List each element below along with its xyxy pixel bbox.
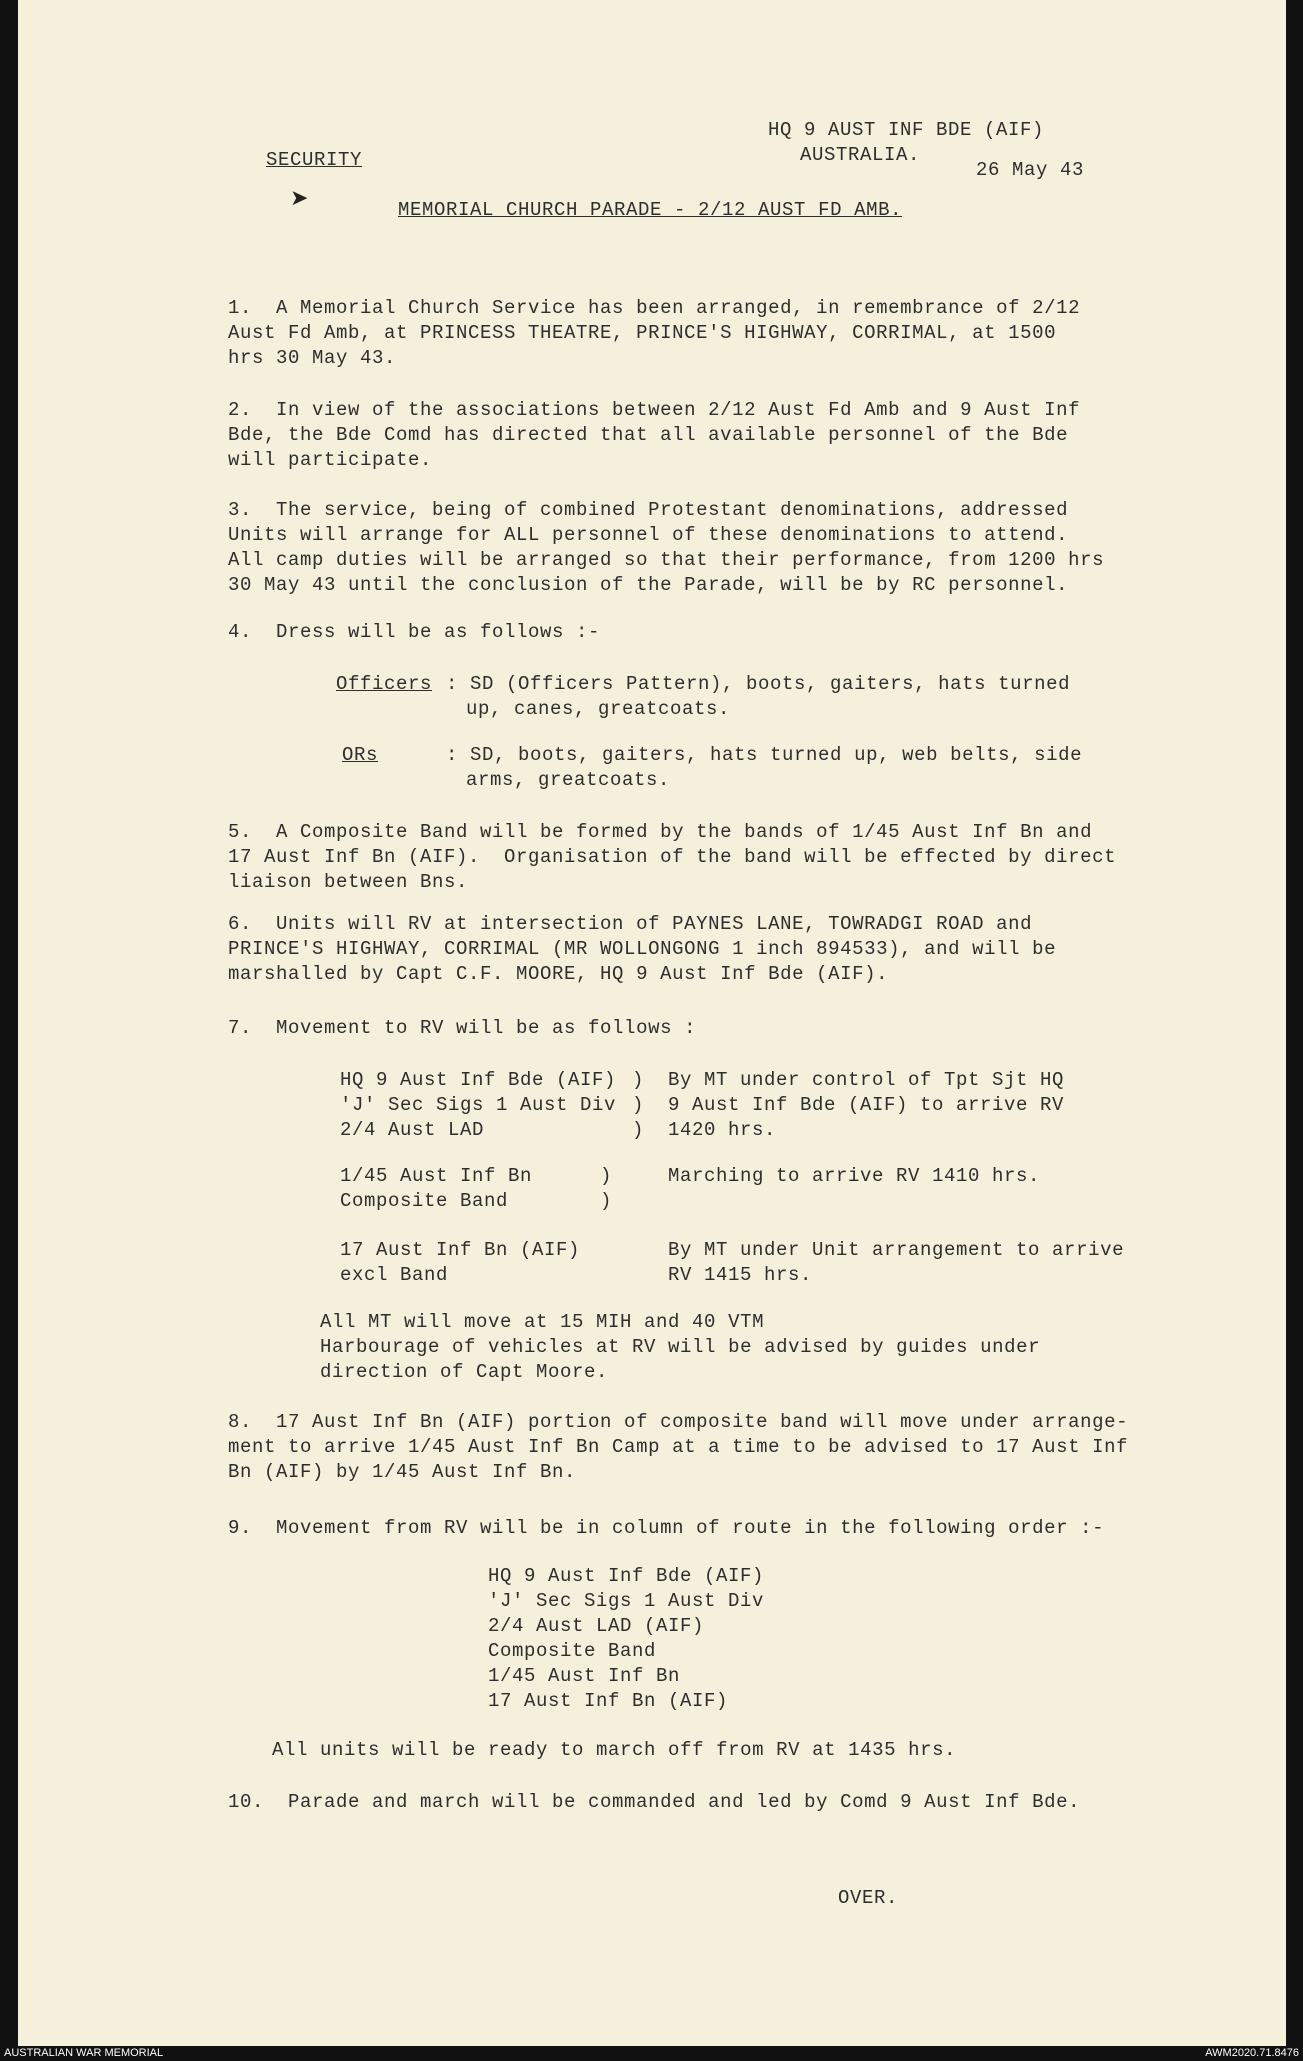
paragraph-5: 5. A Composite Band will be formed by the bands of 1/45 Aust Inf Bn and 17 Aust Inf Bn (AIF). Organisation of the band will be effected by direct liaison between Bns. <box>228 821 1117 893</box>
paragraph-2: 2. In view of the associations between 2/12 Aust Fd Amb and 9 Aust Inf Bde, the Bde Comd has directed that all available personnel of the Bde will participate. <box>228 399 1081 471</box>
paragraph-10: 10. Parade and march will be commanded and led by Comd 9 Aust Inf Bde. <box>228 1791 1081 1813</box>
paragraph-8: 8. 17 Aust Inf Bn (AIF) portion of composite band will move under arrange- ment to arrive 1/45 Aust Inf Bn Camp at a time to be advised to 17 Aust Inf Bn (AIF) by 1/45 Aust Inf Bn. <box>228 1411 1129 1483</box>
hq-heading: HQ 9 AUST INF BDE (AIF) <box>768 119 1045 141</box>
movement-group-1-bracket: ) ) ) <box>632 1069 645 1141</box>
security-label: SECURITY <box>266 149 363 171</box>
paragraph-3: 3. The service, being of combined Protestant denominations, addressed Units will arrange for ALL personnel of these denominations to attend. All camp duties will be arranged so that their performance, from 1200 hrs 30 May 43 until the conclusion of the Parade, will be by RC personnel. <box>228 499 1105 596</box>
movement-group-2-units: 1/45 Aust Inf Bn Composite Band <box>340 1165 533 1212</box>
paragraph-9: 9. Movement from RV will be in column of route in the following order :- <box>228 1517 1105 1539</box>
footer-accession-number: AWM2020.71.8476 <box>1205 2047 1299 2059</box>
archive-footer <box>0 2046 1303 2061</box>
list-item: 'J' Sec Sigs 1 Aust Div <box>488 1590 765 1612</box>
paragraph-7: 7. Movement to RV will be as follows : <box>228 1017 697 1039</box>
mt-note: All MT will move at 15 MIH and 40 VTM Harbourage of vehicles at RV will be advised by guides under direction of Capt Moore. <box>320 1311 1041 1383</box>
dress-officers-label: Officers <box>336 673 433 695</box>
footer-institution: AUSTRALIAN WAR MEMORIAL <box>4 2047 164 2059</box>
document-page <box>18 0 1286 2046</box>
arrow-mark-icon: ➤ <box>290 186 309 211</box>
route-order-list <box>488 1564 764 1714</box>
paragraph-1: 1. A Memorial Church Service has been arranged, in remembrance of 2/12 Aust Fd Amb, at PRINCESS THEATRE, PRINCE'S HIGHWAY, CORRIMAL, at 1500 hrs 30 May 43. <box>228 297 1081 369</box>
dress-ors-label: ORs <box>342 744 379 766</box>
movement-group-1-units: HQ 9 Aust Inf Bde (AIF) 'J' Sec Sigs 1 Aust Div 2/4 Aust LAD <box>340 1069 617 1141</box>
movement-group-1-method: By MT under control of Tpt Sjt HQ 9 Aust Inf Bde (AIF) to arrive RV 1420 hrs. <box>668 1069 1065 1141</box>
ready-note: All units will be ready to march off from RV at 1435 hrs. <box>272 1739 957 1761</box>
paragraph-4: 4. Dress will be as follows :- <box>228 621 601 643</box>
document-title: MEMORIAL CHURCH PARADE - 2/12 AUST FD AMB. <box>398 199 903 221</box>
movement-group-3-units: 17 Aust Inf Bn (AIF) excl Band <box>340 1239 581 1286</box>
list-item: 17 Aust Inf Bn (AIF) <box>488 1690 729 1712</box>
list-item: 1/45 Aust Inf Bn <box>488 1665 681 1687</box>
country-heading: AUSTRALIA. <box>800 144 921 166</box>
movement-group-3-method: By MT under Unit arrangement to arrive RV 1415 hrs. <box>668 1239 1125 1286</box>
paragraph-6: 6. Units will RV at intersection of PAYNES LANE, TOWRADGI ROAD and PRINCE'S HIGHWAY, CORRIMAL (MR WOLLONGONG 1 inch 894533), and will be marshalled by Capt C.F. MOORE, HQ 9 Aust Inf Bde (AIF). <box>228 913 1057 985</box>
list-item: 2/4 Aust LAD (AIF) <box>488 1615 705 1637</box>
dress-officers-line1: : SD (Officers Pattern), boots, gaiters, hats turned <box>446 673 1071 695</box>
list-item: HQ 9 Aust Inf Bde (AIF) <box>488 1565 765 1587</box>
over-label: OVER. <box>838 1887 899 1909</box>
dress-officers-line2: up, canes, greatcoats. <box>466 698 731 720</box>
movement-group-2-method: Marching to arrive RV 1410 hrs. <box>668 1165 1041 1187</box>
dress-ors-line1: : SD, boots, gaiters, hats turned up, web belts, side <box>446 744 1083 766</box>
list-item: Composite Band <box>488 1640 657 1662</box>
document-date: 26 May 43 <box>976 159 1085 181</box>
dress-ors-line2: arms, greatcoats. <box>466 769 671 791</box>
movement-group-2-bracket: ) ) <box>600 1165 613 1212</box>
